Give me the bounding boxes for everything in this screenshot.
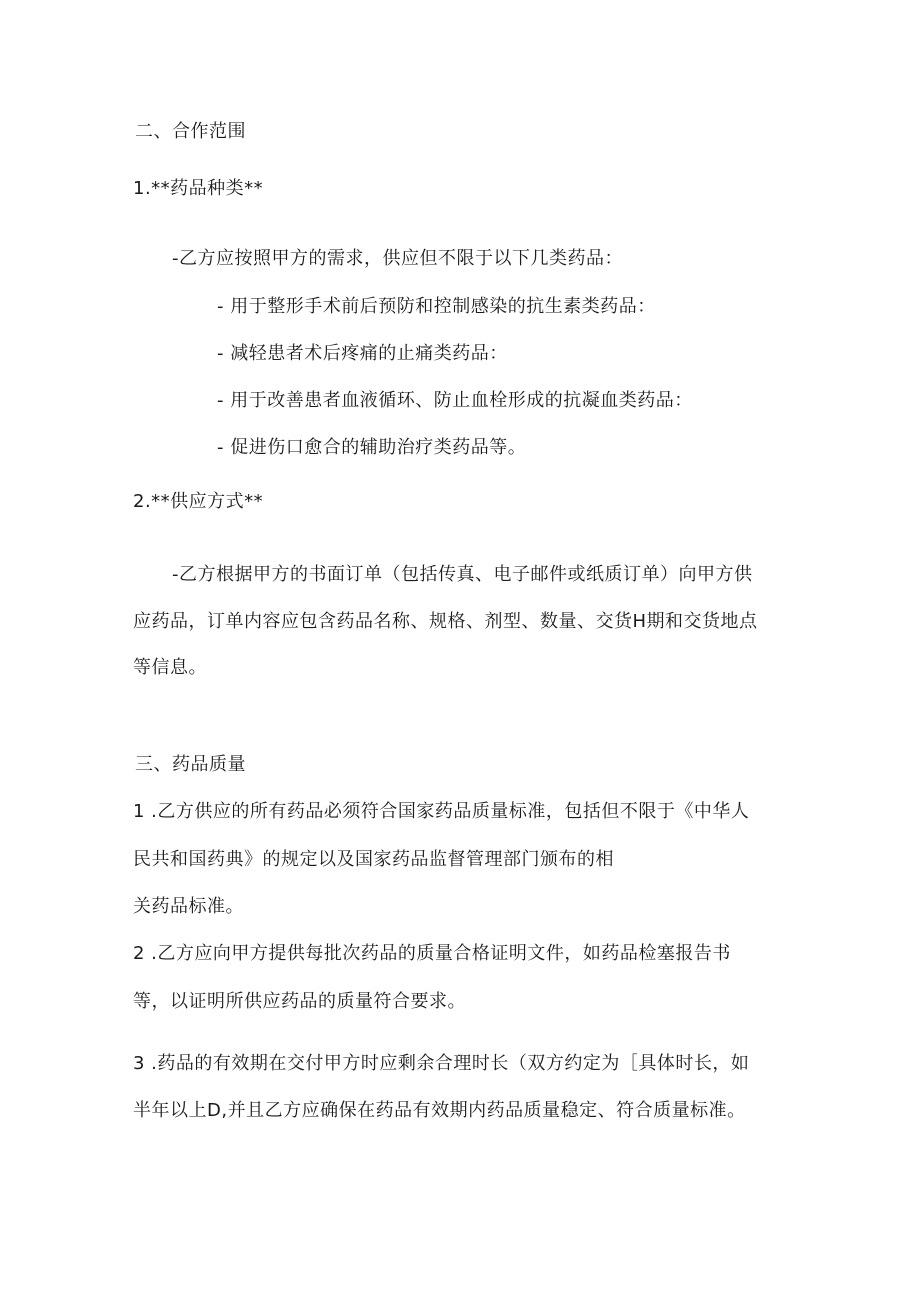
quality-item-1-line: 民共和国药典》的规定以及国家药品监督管理部门颁布的相 bbox=[133, 849, 614, 870]
subsection-drug-types-heading: 1.**药品种类** bbox=[133, 178, 264, 199]
supply-method-text-line: 应药品，订单内容应包含药品名称、规格、剂型、数量、交货H期和交货地点 bbox=[133, 611, 758, 632]
section-2-heading: 二、合作范围 bbox=[135, 121, 246, 142]
drug-type-bullet: - 促进伤口愈合的辅助治疗类药品等。 bbox=[217, 437, 527, 458]
quality-item-1-line: 1 .乙方供应的所有药品必须符合国家药品质量标准，包括但不限于《中华人 bbox=[133, 801, 750, 822]
section-3-heading: 三、药品质量 bbox=[135, 754, 246, 775]
quality-item-3-line: 半年以上D,并且乙方应确保在药品有效期内药品质量稳定、符合质量标准。 bbox=[133, 1100, 746, 1121]
drug-types-intro: -乙方应按照甲方的需求，供应但不限于以下几类药品： bbox=[172, 248, 623, 269]
drug-type-bullet: - 减轻患者术后疼痛的止痛类药品： bbox=[217, 343, 508, 364]
quality-item-2-line: 等，以证明所供应药品的质量符合要求。 bbox=[133, 991, 466, 1012]
quality-item-1-line: 关药品标准。 bbox=[133, 896, 244, 917]
drug-type-bullet: - 用于整形手术前后预防和控制感染的抗生素类药品： bbox=[217, 296, 656, 317]
supply-method-text-line: 等信息。 bbox=[133, 657, 207, 678]
quality-item-2-line: 2 .乙方应向甲方提供每批次药品的质量合格证明文件，如药品检塞报告书 bbox=[133, 943, 731, 964]
supply-method-text-line: -乙方根据甲方的书面订单（包括传真、电子邮件或纸质订单）向甲方供 bbox=[172, 564, 753, 585]
quality-item-3-line: 3 .药品的有效期在交付甲方时应剩余合理时长（双方约定为［具体时长，如 bbox=[133, 1053, 750, 1074]
drug-type-bullet: - 用于改善患者血液循环、防止血栓形成的抗凝血类药品： bbox=[217, 390, 693, 411]
subsection-supply-method-heading: 2.**供应方式** bbox=[133, 491, 264, 512]
